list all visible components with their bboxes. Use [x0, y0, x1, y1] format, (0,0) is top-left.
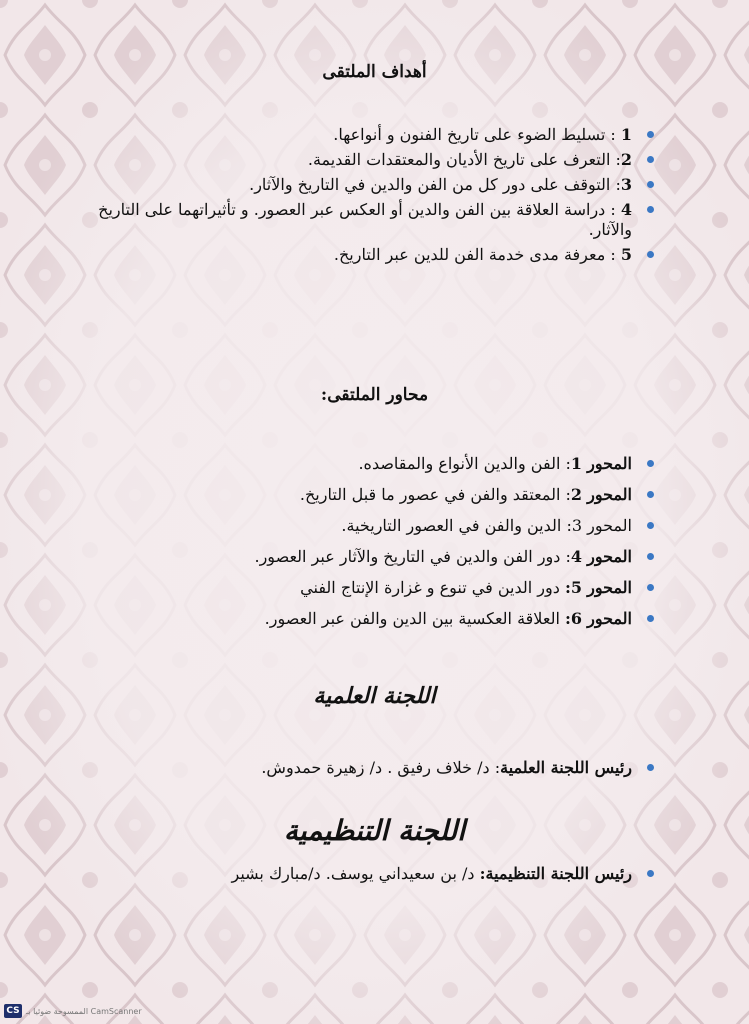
goal-text: : التعرف على تاريخ الأديان والمعتقدات القديمة. — [307, 150, 621, 169]
bullet-icon — [647, 491, 654, 498]
bullet-icon — [647, 460, 654, 467]
organizing-committee-list — [94, 864, 654, 884]
bullet-icon — [647, 206, 654, 213]
scientific-committee-label: رئيس اللجنة العلمية — [500, 758, 632, 777]
axis-label: المحور — [587, 485, 632, 504]
organizing-committee-members: د/ بن سعيداني يوسف. د/مبارك بشير — [231, 864, 480, 883]
axis-item — [94, 578, 654, 598]
axis-label: المحور — [587, 454, 632, 473]
axis-label: المحور — [587, 609, 632, 628]
bullet-icon — [647, 131, 654, 138]
goal-item — [94, 150, 654, 170]
bullet-icon — [647, 522, 654, 529]
goal-number: 3 — [620, 175, 632, 194]
camscanner-logo-icon: CS — [4, 1004, 22, 1018]
goal-text: : التوقف على دور كل من الفن والدين في التاريخ والآثار. — [249, 175, 621, 194]
axis-number: 1 — [570, 454, 583, 473]
scanner-footer — [4, 1004, 142, 1018]
axis-text: : الفن والدين الأنواع والمقاصده. — [358, 454, 571, 473]
bullet-icon — [647, 764, 654, 771]
goal-item — [94, 245, 654, 265]
goal-text: : تسليط الضوء على تاريخ الفنون و أنواعها. — [333, 125, 621, 144]
organizing-committee-title: اللجنة التنظيمية — [283, 814, 466, 847]
goal-number: 2 — [620, 150, 632, 169]
list-item — [94, 864, 654, 884]
axis-item — [94, 609, 654, 629]
axis-text: دور الدين في تنوع و غزارة الإنتاج الفني — [300, 578, 565, 597]
goal-item — [94, 125, 654, 145]
goal-number: 4 — [620, 200, 632, 219]
goals-list — [94, 125, 654, 270]
axis-item — [94, 547, 654, 567]
axis-text: المحور 3: الدين والفن في العصور التاريخية. — [341, 516, 632, 535]
axis-number: 5: — [564, 578, 583, 597]
scanner-watermark-text: الممسوحة ضوئيا بـ CamScanner — [26, 1006, 142, 1016]
axes-title: محاور الملتقى: — [320, 385, 429, 405]
list-item — [94, 758, 654, 778]
bullet-icon — [647, 181, 654, 188]
goal-item — [94, 200, 654, 240]
goal-text: : دراسة العلاقة بين الفن والدين أو العكس عبر العصور. و تأثيراتهما على التاريخ والآثار. — [98, 200, 632, 239]
axis-number: 2 — [570, 485, 583, 504]
bullet-icon — [647, 251, 654, 258]
axis-text: : المعتقد والفن في عصور ما قبل التاريخ. — [299, 485, 571, 504]
bullet-icon — [647, 553, 654, 560]
axes-list — [94, 454, 654, 640]
axis-item — [94, 454, 654, 474]
scientific-committee-list — [94, 758, 654, 778]
goal-number: 1 — [620, 125, 632, 144]
axis-label: المحور — [587, 547, 632, 566]
goal-text: : معرفة مدى خدمة الفن للدين عبر التاريخ. — [333, 245, 621, 264]
scientific-committee-members: : د/ خلاف رفيق . د/ زهيرة حمدوش. — [261, 758, 501, 777]
axis-item — [94, 516, 654, 536]
bullet-icon — [647, 870, 654, 877]
bullet-icon — [647, 156, 654, 163]
scientific-committee-title: اللجنة العلمية — [313, 683, 436, 709]
organizing-committee-label: رئيس اللجنة التنظيمية: — [479, 864, 632, 883]
axis-text: العلاقة العكسية بين الدين والفن عبر العصور. — [264, 609, 565, 628]
axis-number: 6: — [564, 609, 583, 628]
axis-label: المحور — [587, 578, 632, 597]
goal-number: 5 — [620, 245, 632, 264]
goals-title: أهداف الملتقى — [322, 62, 427, 82]
bullet-icon — [647, 584, 654, 591]
axis-number: 4 — [570, 547, 583, 566]
axis-item — [94, 485, 654, 505]
bullet-icon — [647, 615, 654, 622]
goal-item — [94, 175, 654, 195]
axis-text: : دور الفن والدين في التاريخ والآثار عبر العصور. — [254, 547, 571, 566]
